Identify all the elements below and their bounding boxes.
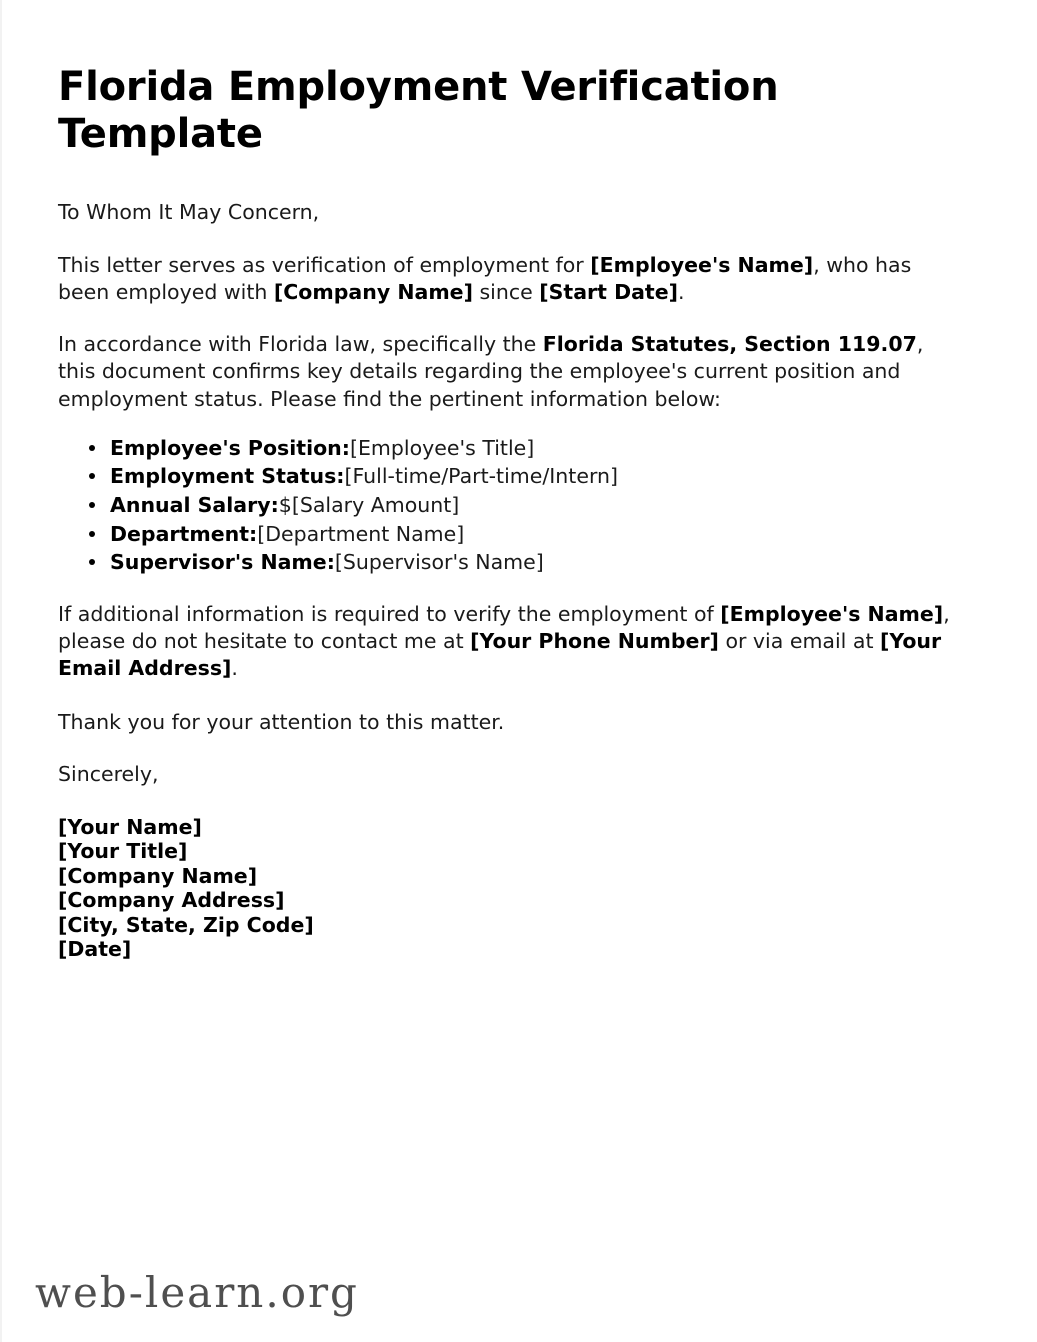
signature-line: [Your Name] (58, 815, 202, 840)
phone-number-placeholder: [Your Phone Number] (470, 629, 719, 654)
contact-paragraph (58, 601, 964, 683)
intro-text-part-3: since (472, 279, 540, 304)
detail-label: Annual Salary: (110, 493, 279, 518)
page-title: Florida Employment Verification Template (58, 64, 779, 158)
signature-line: [Company Address] (58, 888, 285, 913)
intro-text-part-2: , who has been employed with (58, 252, 912, 304)
bullet-point-icon (89, 502, 95, 508)
signature-line: [Your Title] (58, 839, 188, 864)
detail-value: [Employee's Title] (349, 435, 535, 460)
signature-line: [Company Name] (58, 863, 258, 888)
bullet-point-icon (89, 445, 95, 451)
detail-label: Department: (110, 521, 258, 546)
list-item (58, 522, 964, 547)
detail-value: $[Salary Amount] (278, 493, 460, 518)
document-body (58, 64, 964, 961)
company-name-placeholder: [Company Name] (273, 279, 473, 304)
employment-details-list (58, 436, 964, 575)
statute-paragraph (58, 331, 964, 413)
contact-text-part-3: or via email at (718, 629, 880, 654)
signature-line: [Date] (58, 937, 132, 962)
list-item (58, 550, 964, 575)
list-item (58, 493, 964, 518)
contact-text-part-1: If additional information is required to verify the employment of (58, 601, 721, 626)
detail-label: Employment Status: (110, 464, 345, 489)
detail-value: [Full-time/Part-time/Intern] (344, 464, 619, 489)
detail-label: Employee's Position: (110, 435, 350, 460)
bullet-point-icon (89, 531, 95, 537)
intro-text-part-4: . (678, 279, 685, 304)
site-watermark: web-learn.org (35, 1268, 359, 1317)
list-item (58, 464, 964, 489)
signoff-paragraph: Sincerely, (58, 761, 159, 786)
contact-text-part-4: . (231, 656, 238, 681)
bullet-point-icon (89, 473, 95, 479)
intro-text-part-1: This letter serves as verification of employment for (58, 252, 591, 277)
start-date-placeholder: [Start Date] (539, 279, 679, 304)
email-address-placeholder: [Your Email Address] (58, 629, 942, 681)
employee-name-placeholder: [Employee's Name] (590, 252, 814, 277)
detail-label: Supervisor's Name: (110, 550, 335, 575)
employee-name-placeholder: [Employee's Name] (720, 601, 944, 626)
page-left-edge (0, 0, 2, 1342)
statute-text-part-1: In accordance with Florida law, specifically the (58, 332, 543, 357)
detail-value: [Department Name] (257, 521, 465, 546)
intro-paragraph (58, 252, 964, 307)
statute-text-part-2: , this document confirms key details regarding the employee's current position and employment status. Please find the pertinent information below: (58, 332, 924, 411)
signature-block (58, 815, 964, 961)
thanks-paragraph: Thank you for your attention to this matter. (58, 709, 505, 734)
statute-reference: Florida Statutes, Section 119.07 (542, 332, 917, 357)
signature-line: [City, State, Zip Code] (58, 912, 314, 937)
contact-text-part-2: , please do not hesitate to contact me at (58, 601, 950, 654)
detail-value: [Supervisor's Name] (334, 550, 544, 575)
list-item (58, 436, 964, 461)
salutation-paragraph: To Whom It May Concern, (58, 200, 320, 225)
bullet-point-icon (89, 559, 95, 565)
